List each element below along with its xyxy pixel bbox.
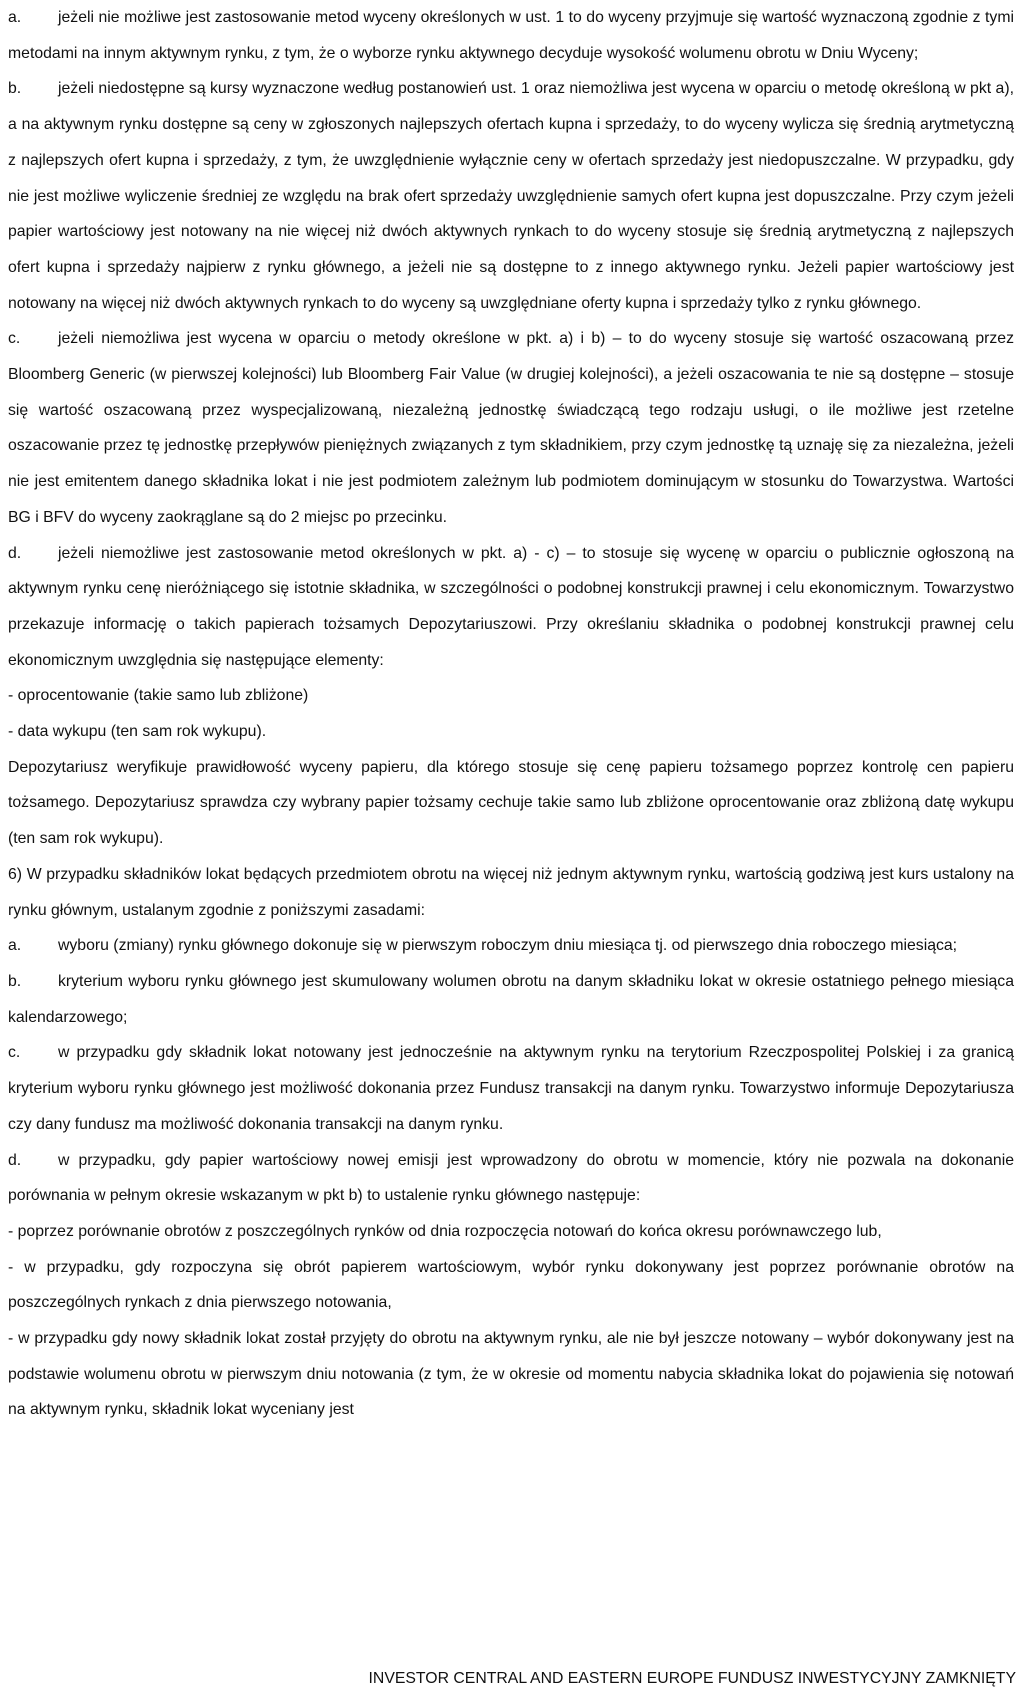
paragraph [8,964,1014,1035]
paragraph [8,750,1014,857]
list-marker: c. [8,330,21,348]
paragraph-text: - oprocentowanie (takie samo lub zbliżone) [8,687,309,705]
bullet-line [8,714,1014,750]
bullet-line [8,1321,1014,1428]
paragraph-text: 6) W przypadku składników lokat będących przedmiotem obrotu na więcej niż jednym aktywnym rynku, wartością godziwą jest kurs ustalony na rynku głównym, ustalanym zgodnie z poniższymi zasadami: [8,865,1014,919]
paragraph-text: - w przypadku, gdy rozpoczyna się obrót papierem wartościowym, wybór rynku dokonywany jest poprzez porównanie obrotów na poszczególnych rynkach z dnia pierwszego notowania, [8,1258,1014,1312]
list-marker: d. [8,544,22,562]
list-marker: c. [8,1044,21,1062]
page-footer: INVESTOR CENTRAL AND EASTERN EUROPE FUNDUSZ INWESTYCYJNY ZAMKNIĘTY [368,1670,1016,1687]
paragraph-text: jeżeli niemożliwa jest wycena w oparciu o metody określone w pkt. a) i b) – to do wyceny stosuje się wartość oszacowaną przez Bloomberg Generic (w pierwszej kolejności) lub Bloomberg Fair Value (w drugiej kolejności), a jeżeli oszacowania te nie są dostępne – stosuje się wartość oszacowaną przez wyspecjalizowaną, niezależną jednostkę świadczącą tego rodzaju usługi, o ile możliwe jest rzetelne oszacowanie przez tę jednostkę przepływów pieniężnych związanych z tym składnikiem, przy czym jednostkę tą uznaję się za niezależna, jeżeli nie jest emitentem danego składnika lokat i nie jest podmiotem zależnym lub podmiotem dominującym w stosunku do Towarzystwa. Wartości BG i BFV do wyceny zaokrąglane są do 2 miejsc po przecinku. [8,330,1014,526]
paragraph-text: wyboru (zmiany) rynku głównego dokonuje się w pierwszym roboczym dniu miesiąca tj. od pierwszego dnia roboczego miesiąca; [58,937,958,955]
paragraph [8,536,1014,679]
paragraph-text: - w przypadku gdy nowy składnik lokat został przyjęty do obrotu na aktywnym rynku, ale nie był jeszcze notowany – wybór dokonywany jest na podstawie wolumenu obrotu w pierwszym dniu notowania (z tym, że w okresie od momentu nabycia składnika lokat do pojawienia się notowań na aktywnym rynku, składnik lokat wyceniany jest [8,1330,1014,1419]
paragraph-text: jeżeli niemożliwe jest zastosowanie metod określonych w pkt. a) - c) – to stosuje się wycenę w oparciu o publicznie ogłoszoną na aktywnym rynku cenę nieróżniącego się istotnie składnika, w szczególności o podobnej konstrukcji prawnej i celu ekonomicznym. Towarzystwo przekazuje informację o takich papierach tożsamych Depozytariuszowi. Przy określaniu składnika o podobnej konstrukcji prawnej celu ekonomicznym uwzględnia się następujące elementy: [8,544,1014,669]
bullet-line [8,1250,1014,1321]
paragraph [8,928,1014,964]
paragraph-text: - poprzez porównanie obrotów z poszczególnych rynków od dnia rozpoczęcia notowań do końca okresu porównawczego lub, [8,1222,882,1240]
paragraph [8,71,1014,321]
paragraph-text: jeżeli nie możliwe jest zastosowanie metod wyceny określonych w ust. 1 to do wyceny przyjmuje się wartość wyznaczoną zgodnie z tymi metodami na innym aktywnym rynku, z tym, że o wyborze rynku aktywnego decyduje wysokość wolumenu obrotu w Dniu Wyceny; [8,9,1014,62]
list-marker: d. [8,1151,22,1169]
paragraph-text: Depozytariusz weryfikuje prawidłowość wyceny papieru, dla którego stosuje się cenę papieru tożsamego poprzez kontrolę cen papieru tożsamego. Depozytariusz sprawdza czy wybrany papier tożsamy cechuje takie samo lub zbliżone oprocentowanie oraz zbliżoną datę wykupu (ten sam rok wykupu). [8,758,1014,848]
paragraph-text: jeżeli niedostępne są kursy wyznaczone według postanowień ust. 1 oraz niemożliwa jest wycena w oparciu o metodę określoną w pkt a), a na aktywnym rynku dostępne są ceny w zgłoszonych najlepszych ofertach kupna i sprzedaży, to do wyceny wylicza się średnią arytmetyczną z najlepszych ofert kupna i sprzedaży, z tym, że uwzględnienie wyłącznie ceny w ofertach sprzedaży jest niedopuszczalne. W przypadku, gdy nie jest możliwe wyliczenie średniej ze względu na brak ofert sprzedaży uwzględnienie samych ofert kupna jest dopuszczalne. Przy czym jeżeli papier wartościowy jest notowany na nie więcej niż dwóch aktywnych rynkach to do wyceny stosuje się średnią arytmetyczną z najlepszych ofert kupna i sprzedaży najpierw z rynku głównego, a jeżeli nie są dostępne to z innego aktywnego rynku. Jeżeli papier wartościowy jest notowany na więcej niż dwóch aktywnych rynkach to do wyceny są uwzględniane oferty kupna i sprzedaży tylko z rynku głównego. [8,80,1014,312]
list-marker: a. [8,937,22,955]
section-paragraph [8,857,1014,928]
paragraph [8,0,1014,71]
paragraph-text: w przypadku gdy składnik lokat notowany jest jednocześnie na aktywnym rynku na terytorium Rzeczpospolitej Polskiej i za granicą kryterium wyboru rynku głównego jest możliwość dokonania przez Fundusz transakcji na danym rynku. Towarzystwo informuje Depozytariusza czy dany fundusz ma możliwość dokonania transakcji na danym rynku. [8,1044,1014,1133]
paragraph-text: - data wykupu (ten sam rok wykupu). [8,723,267,741]
paragraph [8,1035,1014,1142]
list-marker: a. [8,9,22,26]
paragraph-text: kryterium wyboru rynku głównego jest skumulowany wolumen obrotu na danym składniku lokat w okresie ostatniego pełnego miesiąca kalendarzowego; [8,972,1014,1026]
paragraph-text: w przypadku, gdy papier wartościowy nowej emisji jest wprowadzony do obrotu w momencie, który nie pozwala na dokonanie porównania w pełnym okresie wskazanym w pkt b) to ustalenie rynku głównego następuje: [8,1151,1014,1205]
paragraph [8,321,1014,535]
bullet-line [8,678,1014,714]
document-body [8,0,1014,1428]
paragraph [8,1143,1014,1214]
bullet-line [8,1214,1014,1250]
list-marker: b. [8,972,22,990]
list-marker: b. [8,80,22,98]
